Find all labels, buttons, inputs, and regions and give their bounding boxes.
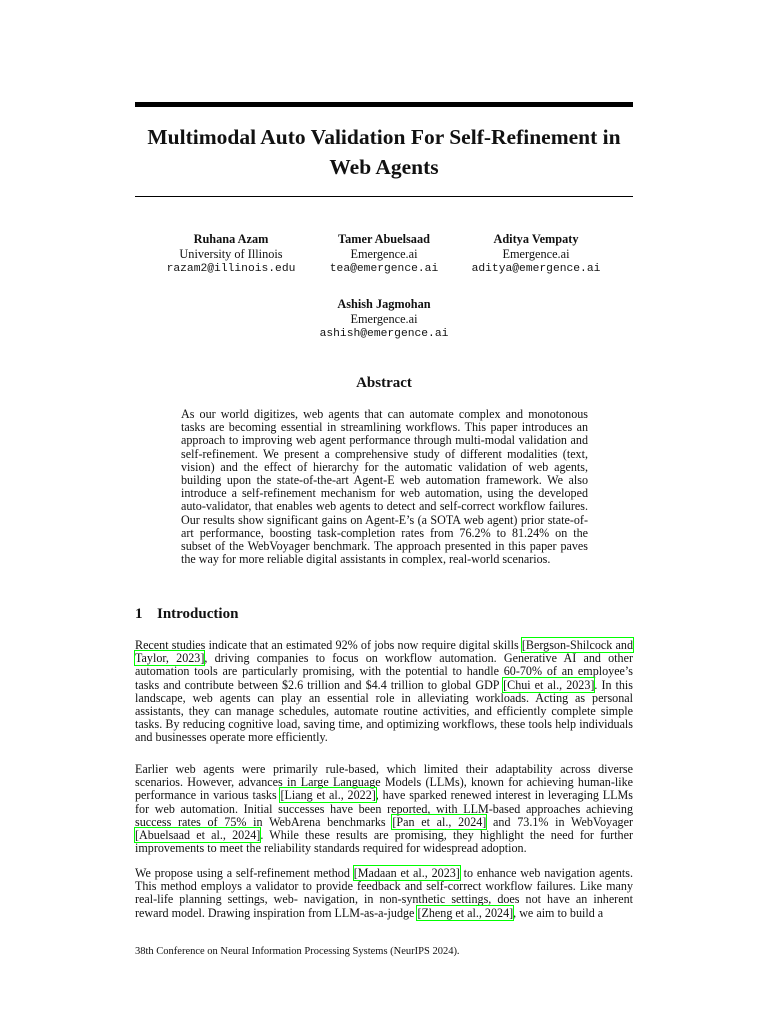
author-block <box>314 297 454 342</box>
citation-link[interactable]: [Chui et al., 2023] <box>503 677 595 692</box>
author-email: tea@emergence.ai <box>329 263 439 275</box>
citation-link[interactable]: [Pan et al., 2024] <box>392 814 487 829</box>
author-affiliation: Emergence.ai <box>350 247 418 261</box>
author-affiliation: Emergence.ai <box>502 247 570 261</box>
intro-paragraph <box>135 763 633 855</box>
abstract-heading: Abstract <box>356 375 412 391</box>
author-email: ashish@emergence.ai <box>319 328 449 340</box>
author-email: aditya@emergence.ai <box>471 263 601 275</box>
paragraph-text: Earlier web agents were primarily rule-based, which limited their adaptability across diverse scenarios. However, advances in Large Language Models (LLMs), known for achieving human-like performance in various tasks <box>135 762 633 803</box>
author-name: Ruhana Azam <box>193 232 269 246</box>
citation-link[interactable]: [Bergson-Shilcock and Taylor, 2023] <box>135 638 634 666</box>
author-affiliation: University of Illinois <box>179 247 283 261</box>
citation-link[interactable]: [Madaan et al., 2023] <box>353 866 460 880</box>
intro-paragraph <box>135 639 633 745</box>
abstract-text: As our world digitizes, web agents that can automate complex and monotonous tasks are becoming essential in streamlining workflows. This paper introduces an approach to improving web agent performance through multi-modal validation and self-refinement. We present a comprehensive study of different modalities (text, vision) and the effect of hierarchy for the automatic validation of web agents, building upon the state-of-the-art Agent-E web automation framework. We also introduce a self-refinement mechanism for web automation, using the developed auto-validator, that enables web agents to detect and self-correct workflow failures. Our results show significant gains on Agent-E’s (a SOTA web agent) prior state-of-art performance, boosting task-completion rates from 76.2% to 81.24% on the subset of the WebVoyager benchmark. The approach presented in this paper paves the way for more reliable digital assistants in complex, real-world scenarios. <box>181 407 588 567</box>
section-title: Introduction <box>157 606 239 622</box>
footnote: 38th Conference on Neural Information Processing Systems (NeurIPS 2024). <box>135 946 460 957</box>
paper-title: Multimodal Auto Validation For Self-Refinement in Web Agents <box>147 125 621 179</box>
paragraph-text: We propose using a self-refinement method <box>135 866 354 880</box>
paragraph-text: . In this landscape, web agents can play an essential role in alleviating workloads. Acting as personal assistants, they can manage schedules, automate routine activities, and efficiently complete simple tasks. By reducing cognitive load, saving time, and optimizing workflows, these tools help individuals and businesses operate more efficiently. <box>135 677 633 745</box>
section-number: 1 <box>135 606 143 622</box>
title-top-rule <box>135 102 633 107</box>
paragraph-text: , driving companies to focus on workflow automation. Generative AI and other automation tools are particularly promising, with the potential to handle 60-70% of an employee’s tasks and contribute between $2.6 trillion and $4.4 trillion to global GDP <box>135 651 633 692</box>
author-block <box>161 232 301 277</box>
section-heading <box>135 606 238 623</box>
citation-link[interactable]: [Liang et al., 2022] <box>280 788 376 803</box>
title-bottom-rule <box>135 196 633 197</box>
paragraph-text: Recent studies indicate that an estimated 92% of jobs now require digital skills <box>135 638 522 652</box>
paragraph-text: and 73.1% in WebVoyager <box>486 814 634 829</box>
paragraph-text: , we aim to build a <box>513 905 604 920</box>
author-email: razam2@illinois.edu <box>166 263 296 275</box>
intro-paragraph <box>135 867 633 920</box>
author-block <box>466 232 606 277</box>
citation-link[interactable]: [Abuelsaad et al., 2024] <box>135 828 261 843</box>
paragraph-text: to enhance web navigation agents. This method employs a validator to provide feedback and self-correct workflow failures. Like many real-life planning settings, web- navigation, in non-synthetic settings, does not have an inherent reward model. Drawing inspiration from LLM-as-a-judge <box>135 866 633 920</box>
citation-link[interactable]: [Zheng et al., 2024] <box>417 905 514 920</box>
author-affiliation: Emergence.ai <box>350 312 418 326</box>
paragraph-text: . While these results are promising, they highlight the need for further improvements to meet the reliability standards required for widespread adoption. <box>135 828 633 856</box>
author-name: Ashish Jagmohan <box>337 297 431 311</box>
author-name: Aditya Vempaty <box>493 232 579 246</box>
author-name: Tamer Abuelsaad <box>338 232 430 246</box>
paragraph-text: , have sparked renewed interest in leveraging LLMs for web automation. Initial successes have been reported, with LLM-based approaches achieving success rates of 75% in WebArena benchmarks <box>135 788 633 829</box>
author-block <box>314 232 454 277</box>
